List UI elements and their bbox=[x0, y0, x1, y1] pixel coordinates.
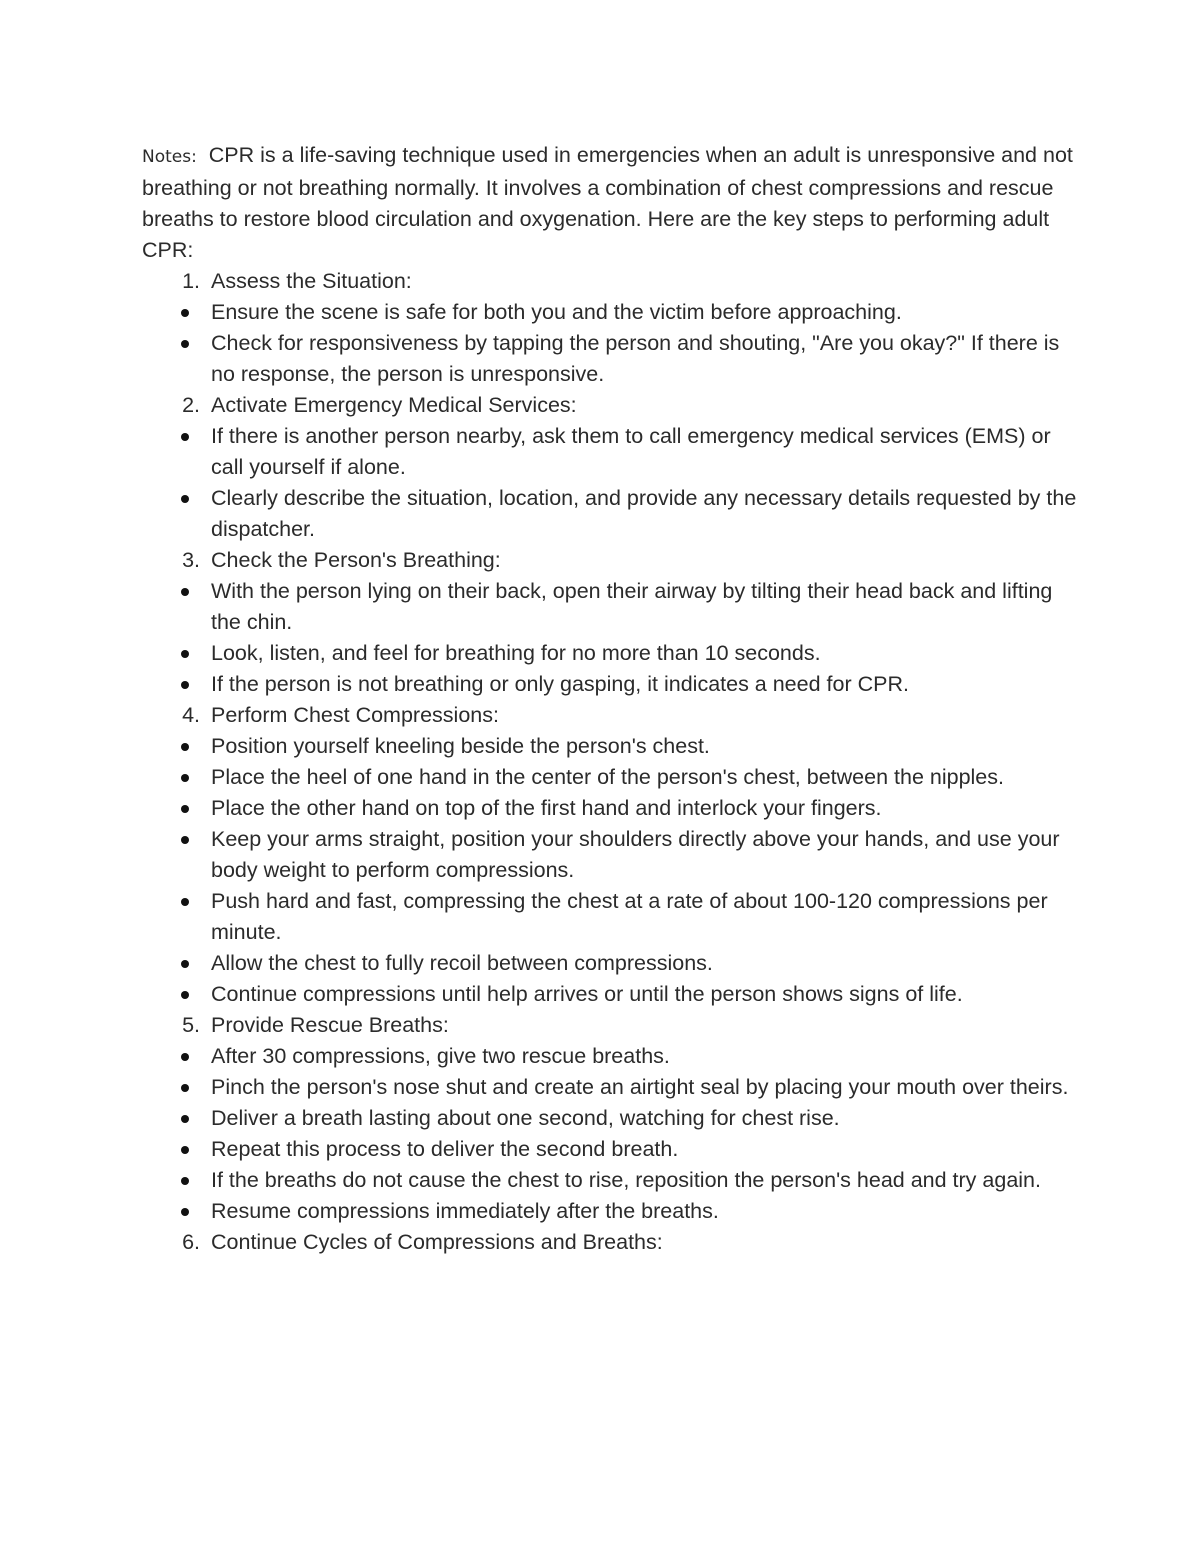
bullet-item bbox=[142, 1165, 1077, 1196]
bullet-item bbox=[142, 328, 1077, 390]
bullet-dot-icon bbox=[181, 1146, 189, 1154]
bullet-text: After 30 compressions, give two rescue breaths. bbox=[211, 1044, 670, 1068]
step-number: 6. bbox=[182, 1230, 200, 1254]
step-heading: Check the Person's Breathing: bbox=[211, 548, 501, 572]
bullet-text: Look, listen, and feel for breathing for no more than 10 seconds. bbox=[211, 641, 821, 665]
bullet-dot-icon bbox=[181, 1084, 189, 1092]
bullet-text: If the person is not breathing or only gasping, it indicates a need for CPR. bbox=[211, 672, 909, 696]
bullet-text: Deliver a breath lasting about one second, watching for chest rise. bbox=[211, 1106, 840, 1130]
step-heading: Perform Chest Compressions: bbox=[211, 703, 499, 727]
numbered-step bbox=[142, 266, 1077, 297]
bullet-text: Position yourself kneeling beside the person's chest. bbox=[211, 734, 710, 758]
step-heading: Assess the Situation: bbox=[211, 269, 412, 293]
bullet-dot-icon bbox=[181, 433, 189, 441]
bullet-item bbox=[142, 297, 1077, 328]
bullet-item bbox=[142, 1196, 1077, 1227]
step-heading: Activate Emergency Medical Services: bbox=[211, 393, 577, 417]
bullet-text: Repeat this process to deliver the second breath. bbox=[211, 1137, 679, 1161]
bullet-dot-icon bbox=[181, 588, 189, 596]
bullet-item bbox=[142, 669, 1077, 700]
bullet-dot-icon bbox=[181, 309, 189, 317]
bullet-text: Place the heel of one hand in the center of the person's chest, between the nipples. bbox=[211, 765, 1004, 789]
bullet-item bbox=[142, 731, 1077, 762]
bullet-text: If there is another person nearby, ask them to call emergency medical services (EMS) or call yourself if alone. bbox=[211, 424, 1051, 479]
bullet-item bbox=[142, 638, 1077, 669]
bullet-item bbox=[142, 421, 1077, 483]
step-number: 1. bbox=[182, 269, 200, 293]
bullet-text: Clearly describe the situation, location, and provide any necessary details requested by the dispatcher. bbox=[211, 486, 1077, 541]
bullet-dot-icon bbox=[181, 1115, 189, 1123]
bullet-dot-icon bbox=[181, 960, 189, 968]
bullet-item bbox=[142, 979, 1077, 1010]
bullet-item bbox=[142, 483, 1077, 545]
bullet-text: Pinch the person's nose shut and create an airtight seal by placing your mouth over theirs. bbox=[211, 1075, 1069, 1099]
bullet-dot-icon bbox=[181, 805, 189, 813]
bullet-text: Continue compressions until help arrives or until the person shows signs of life. bbox=[211, 982, 963, 1006]
bullet-item bbox=[142, 793, 1077, 824]
bullet-text: Resume compressions immediately after the breaths. bbox=[211, 1199, 719, 1223]
bullet-item bbox=[142, 1103, 1077, 1134]
numbered-step bbox=[142, 545, 1077, 576]
numbered-step bbox=[142, 1010, 1077, 1041]
step-heading: Provide Rescue Breaths: bbox=[211, 1013, 449, 1037]
bullet-dot-icon bbox=[181, 340, 189, 348]
bullet-text: With the person lying on their back, open their airway by tilting their head back and lifting the chin. bbox=[211, 579, 1053, 634]
bullet-dot-icon bbox=[181, 774, 189, 782]
step-number: 2. bbox=[182, 393, 200, 417]
intro-paragraph bbox=[142, 140, 1077, 266]
bullet-dot-icon bbox=[181, 836, 189, 844]
notes-label: Notes: bbox=[142, 147, 197, 167]
cpr-steps-list bbox=[142, 266, 1077, 1258]
bullet-dot-icon bbox=[181, 1053, 189, 1061]
step-number: 3. bbox=[182, 548, 200, 572]
bullet-item bbox=[142, 1041, 1077, 1072]
intro-text: CPR is a life-saving technique used in emergencies when an adult is unresponsive and not breathing or not breathing normally. It involves a combination of chest compressions and rescue breaths to restore blood circulation and oxygenation. Here are the key steps to performing adult CPR: bbox=[142, 143, 1073, 262]
bullet-dot-icon bbox=[181, 495, 189, 503]
bullet-item bbox=[142, 1134, 1077, 1165]
bullet-text: Push hard and fast, compressing the chest at a rate of about 100-120 compressions per minute. bbox=[211, 889, 1048, 944]
step-number: 5. bbox=[182, 1013, 200, 1037]
bullet-item bbox=[142, 1072, 1077, 1103]
numbered-step bbox=[142, 700, 1077, 731]
numbered-step bbox=[142, 1227, 1077, 1258]
bullet-dot-icon bbox=[181, 898, 189, 906]
bullet-dot-icon bbox=[181, 681, 189, 689]
bullet-item bbox=[142, 948, 1077, 979]
bullet-text: Place the other hand on top of the first hand and interlock your fingers. bbox=[211, 796, 882, 820]
step-number: 4. bbox=[182, 703, 200, 727]
document-page bbox=[142, 140, 1077, 1258]
bullet-item bbox=[142, 824, 1077, 886]
bullet-text: Allow the chest to fully recoil between compressions. bbox=[211, 951, 713, 975]
bullet-text: Check for responsiveness by tapping the person and shouting, "Are you okay?" If there is no response, the person is unresponsive. bbox=[211, 331, 1060, 386]
bullet-dot-icon bbox=[181, 1177, 189, 1185]
bullet-text: Keep your arms straight, position your shoulders directly above your hands, and use your body weight to perform compressions. bbox=[211, 827, 1060, 882]
bullet-dot-icon bbox=[181, 1208, 189, 1216]
step-heading: Continue Cycles of Compressions and Breaths: bbox=[211, 1230, 663, 1254]
bullet-dot-icon bbox=[181, 650, 189, 658]
bullet-dot-icon bbox=[181, 743, 189, 751]
bullet-item bbox=[142, 576, 1077, 638]
bullet-dot-icon bbox=[181, 991, 189, 999]
bullet-text: Ensure the scene is safe for both you and the victim before approaching. bbox=[211, 300, 902, 324]
bullet-item bbox=[142, 886, 1077, 948]
bullet-text: If the breaths do not cause the chest to rise, reposition the person's head and try again. bbox=[211, 1168, 1041, 1192]
bullet-item bbox=[142, 762, 1077, 793]
numbered-step bbox=[142, 390, 1077, 421]
